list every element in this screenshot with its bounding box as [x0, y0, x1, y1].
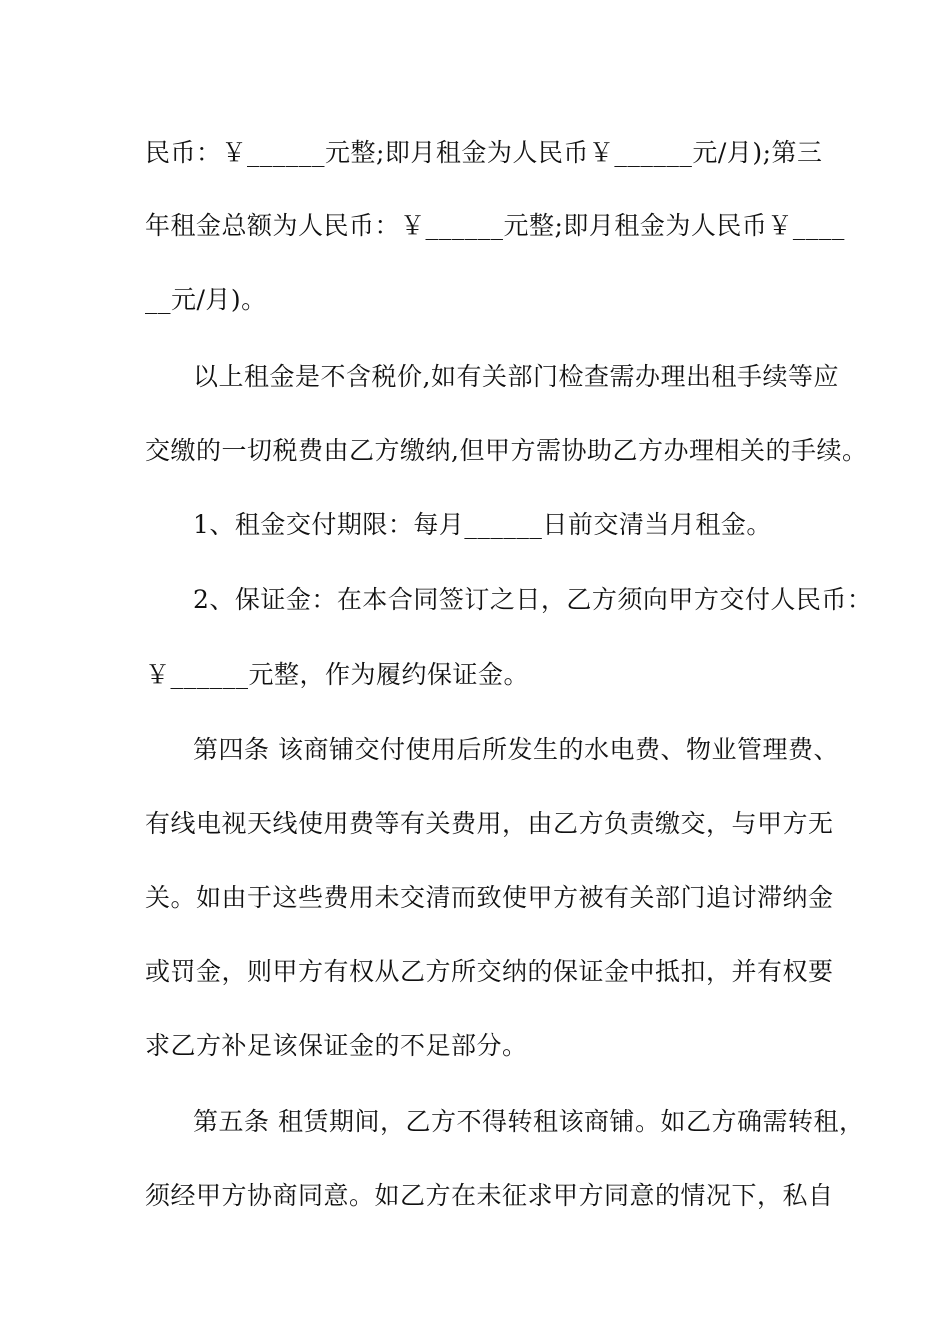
text-line: 以上租金是不含税价,如有关部门检查需办理出租手续等应: [193, 362, 839, 391]
text-line: 关。如由于这些费用未交清而致使甲方被有关部门追讨滞纳金: [145, 883, 834, 912]
text-line: 第四条 该商铺交付使用后所发生的水电费、物业管理费、: [193, 735, 839, 764]
text-line: 或罚金，则甲方有权从乙方所交纳的保证金中抵扣，并有权要: [145, 957, 834, 986]
text-line: 1、租金交付期限：每月______日前交清当月租金。: [193, 510, 772, 539]
text-line: 有线电视天线使用费等有关费用，由乙方负责缴交，与甲方无: [145, 809, 834, 838]
text-line: __元/月)。: [145, 285, 267, 314]
text-line: ￥______元整，作为履约保证金。: [145, 660, 530, 689]
text-line: 第五条 租赁期间，乙方不得转租该商铺。如乙方确需转租，: [193, 1107, 865, 1136]
text-line: 民币：￥______元整;即月租金为人民币￥______元/月);第三: [145, 138, 823, 167]
text-line: 交缴的一切税费由乙方缴纳,但甲方需协助乙方办理相关的手续。: [145, 436, 868, 465]
text-line: 求乙方补足该保证金的不足部分。: [145, 1031, 528, 1060]
text-line: 须经甲方协商同意。如乙方在未征求甲方同意的情况下，私自: [145, 1181, 834, 1210]
text-line: 2、保证金：在本合同签订之日，乙方须向甲方交付人民币：: [193, 585, 873, 614]
text-line: 年租金总额为人民币：￥______元整;即月租金为人民币￥____: [145, 211, 845, 240]
